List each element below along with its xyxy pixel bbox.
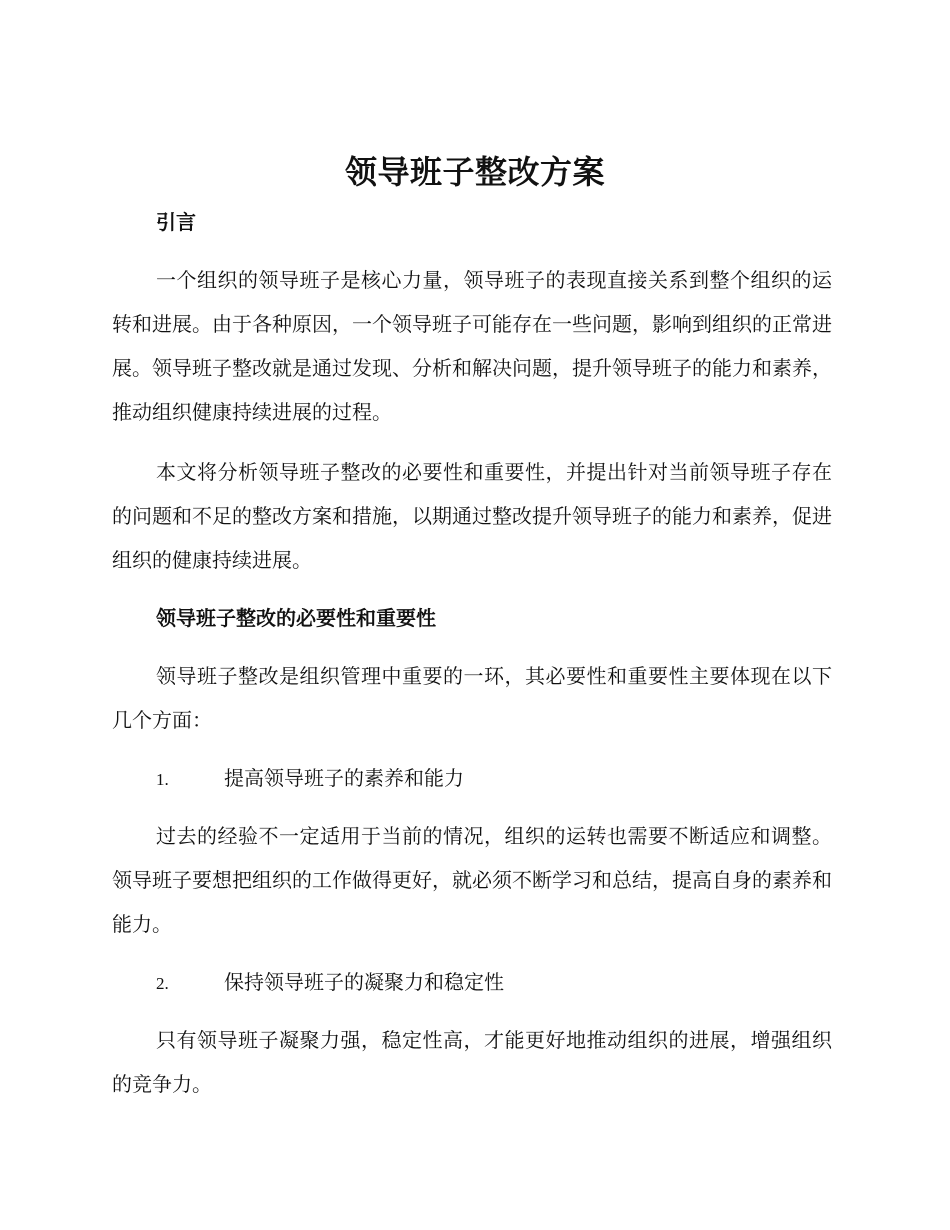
list-item-1 (156, 764, 464, 794)
section2-intro-paragraph: 领导班子整改是组织管理中重要的一环，其必要性和重要性主要体现在以下几个方面： (112, 664, 832, 732)
section-heading-intro: 引言 (156, 210, 196, 234)
document-title: 领导班子整改方案 (344, 153, 605, 191)
intro-paragraph-1: 一个组织的领导班子是核心力量，领导班子的表现直接关系到整个组织的运转和进展。由于各种原因，一个领导班子可能存在一些问题，影响到组织的正常进展。领导班子整改就是通过发现、分析和解决问题，提升领导班子的能力和素养，推动组织健康持续进展的过程。 (112, 268, 832, 424)
list-item-2-body: 只有领导班子凝聚力强，稳定性高，才能更好地推动组织的进展，增强组织的竞争力。 (112, 1028, 832, 1096)
list-item-1-body: 过去的经验不一定适用于当前的情况，组织的运转也需要不断适应和调整。领导班子要想把组织的工作做得更好，就必须不断学习和总结，提高自身的素养和能力。 (112, 824, 832, 936)
list-item-number: 2. (156, 974, 169, 993)
list-item-number: 1. (156, 770, 169, 789)
section-heading-necessity: 领导班子整改的必要性和重要性 (156, 606, 436, 630)
intro-paragraph-2: 本文将分析领导班子整改的必要性和重要性，并提出针对当前领导班子存在的问题和不足的整改方案和措施，以期通过整改提升领导班子的能力和素养，促进组织的健康持续进展。 (112, 460, 832, 572)
list-item-title: 提高领导班子的素养和能力 (224, 766, 464, 790)
list-item-2 (156, 968, 504, 998)
list-item-title: 保持领导班子的凝聚力和稳定性 (224, 970, 504, 994)
